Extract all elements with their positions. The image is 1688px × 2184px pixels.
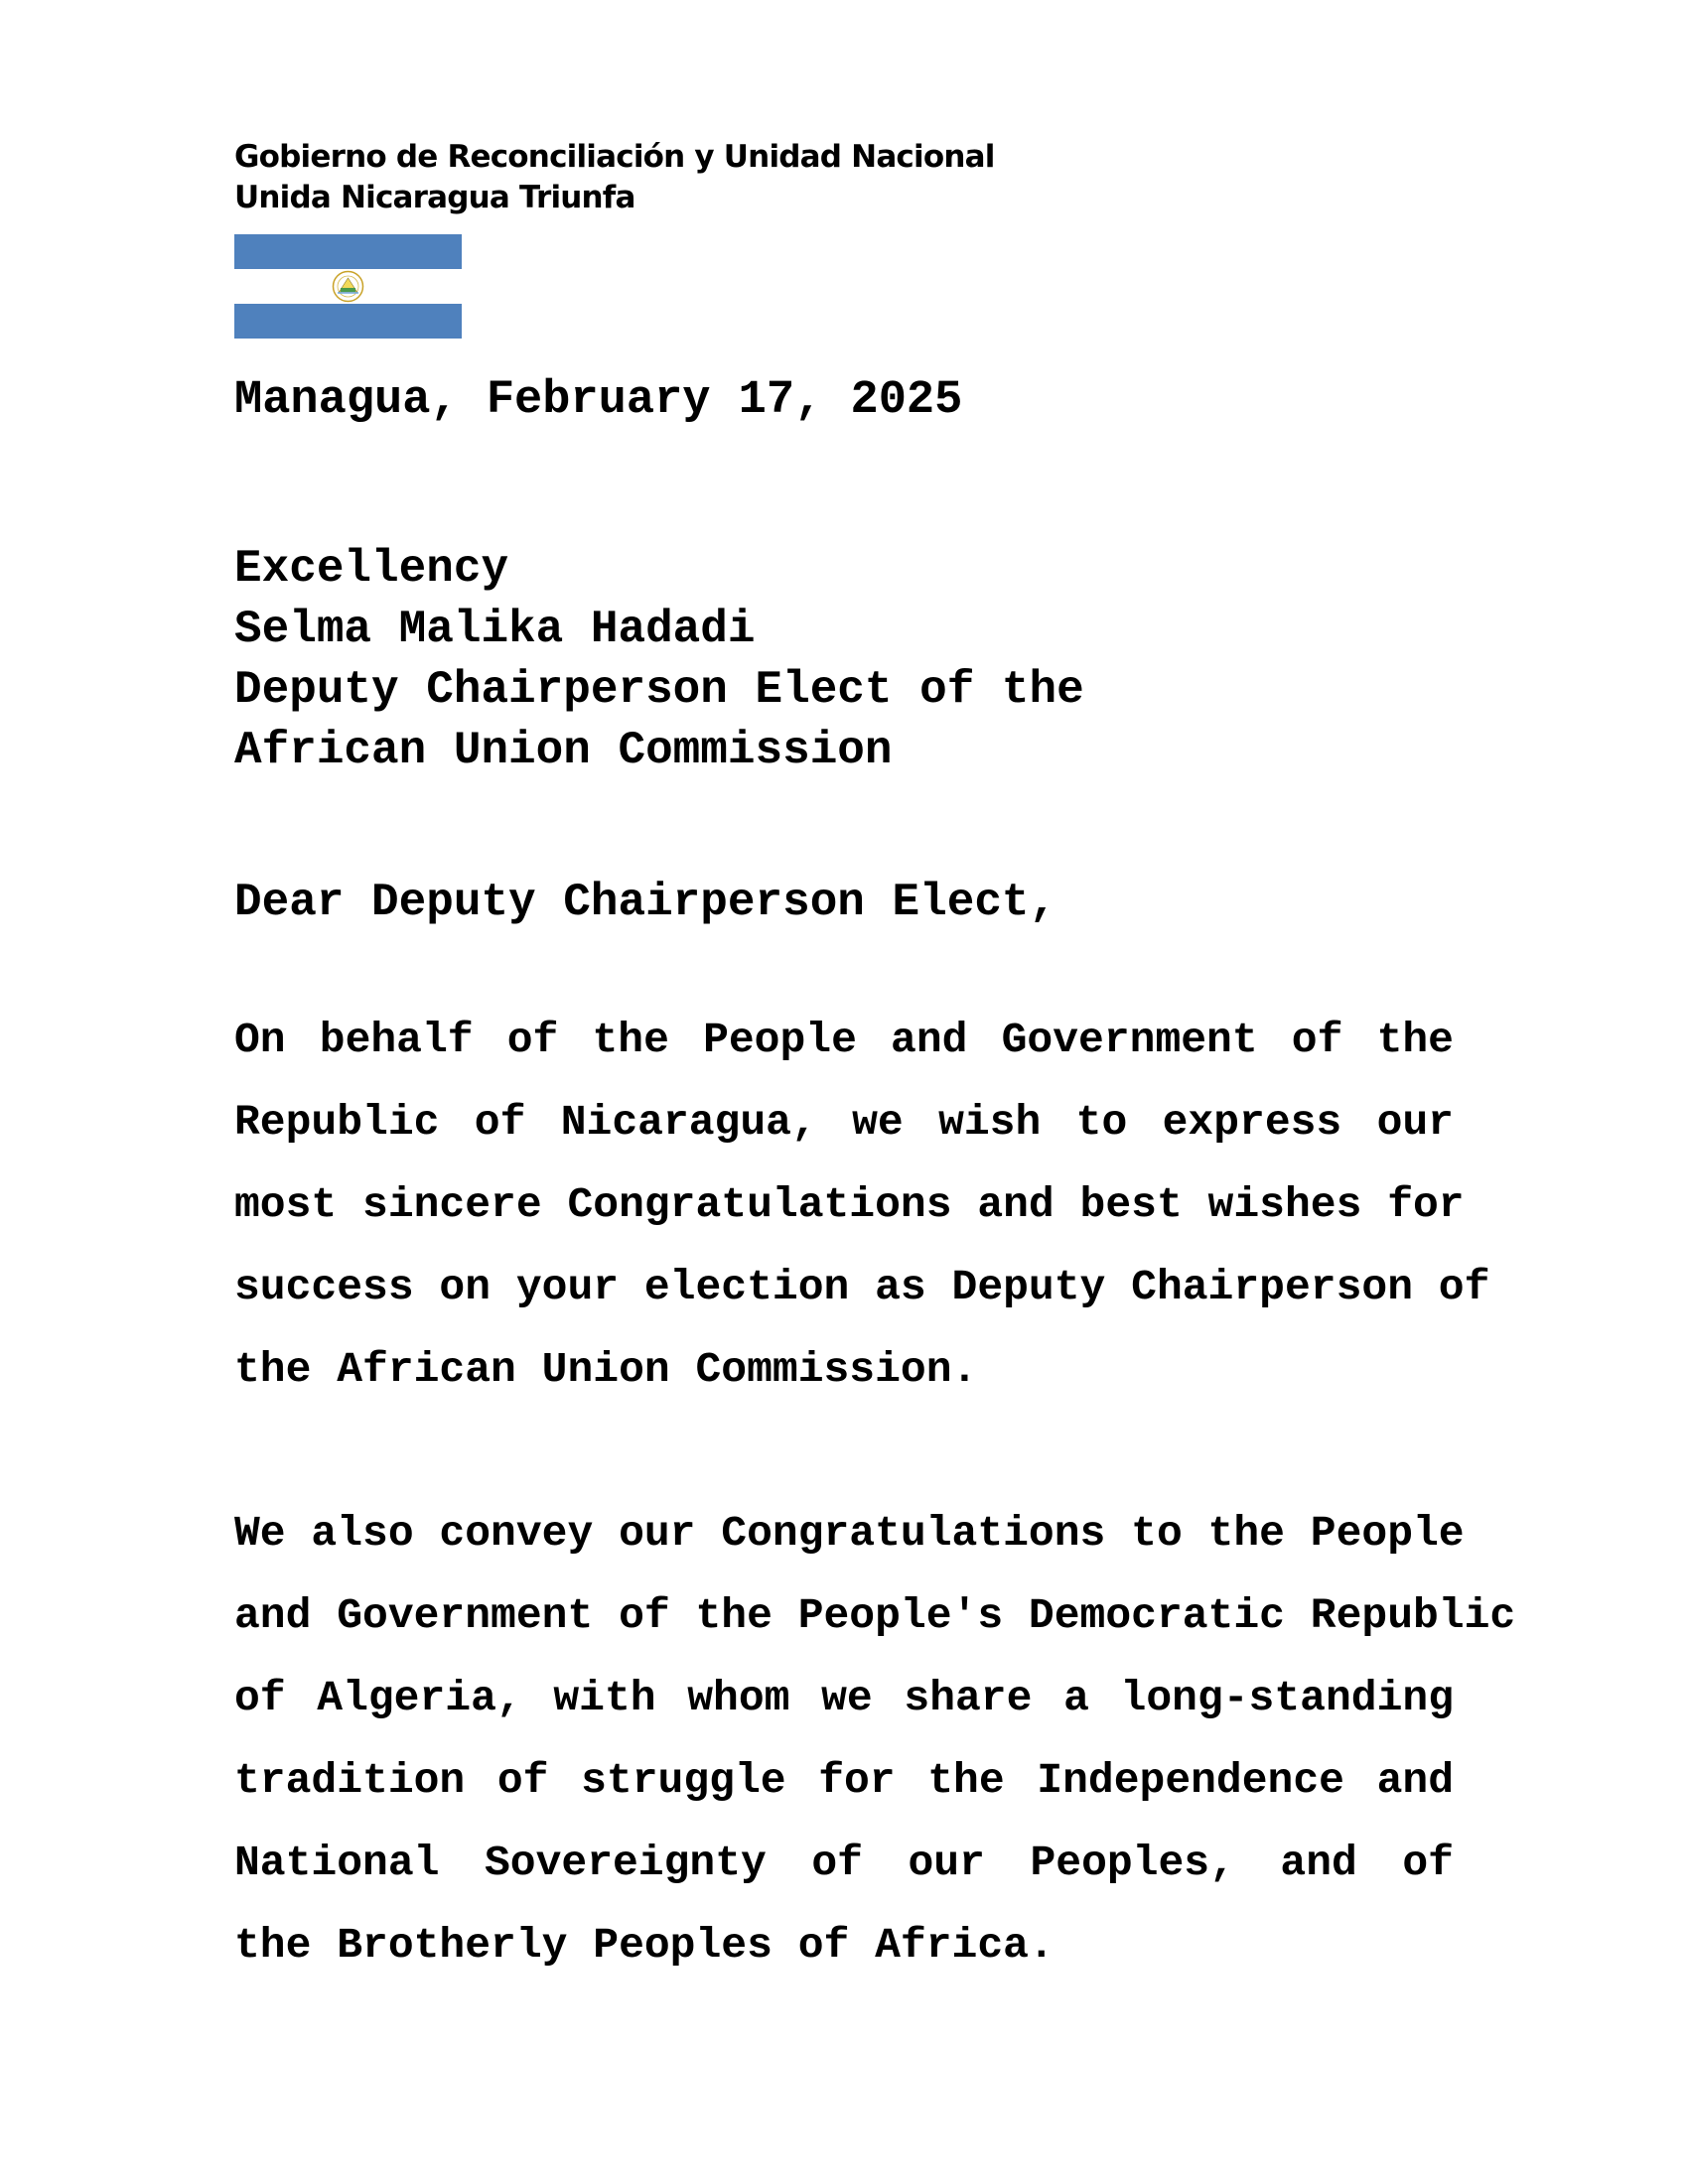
- paragraph-line: the African Union Commission.: [234, 1345, 978, 1394]
- recipient-organization: African Union Commission: [234, 725, 893, 776]
- paragraph-line: National Sovereignty of our Peoples, and of: [234, 1839, 1454, 1887]
- letterhead-slogan: Unida Nicaragua Triunfa: [234, 180, 635, 215]
- paragraph-line: Republic of Nicaragua, we wish to express our: [234, 1098, 1454, 1147]
- paragraph-line: and Government of the People's Democratic Republic: [234, 1591, 1516, 1640]
- letter-date: Managua, February 17, 2025: [234, 374, 963, 427]
- paragraph-line: We also convey our Congratulations to the People: [234, 1509, 1465, 1558]
- paragraph-line: most sincere Congratulations and best wishes for: [234, 1180, 1465, 1229]
- paragraph-line: of Algeria, with whom we share a long-standing: [234, 1674, 1454, 1722]
- paragraph-line: the Brotherly Peoples of Africa.: [234, 1921, 1055, 1970]
- paragraph-congratulations: [234, 1011, 1490, 1423]
- salutation: Dear Deputy Chairperson Elect,: [234, 877, 1057, 928]
- recipient-block: [234, 539, 1084, 781]
- paragraph-line: success on your election as Deputy Chairperson of: [234, 1263, 1490, 1311]
- recipient-honorific: Excellency: [234, 543, 509, 595]
- recipient-title: Deputy Chairperson Elect of the: [234, 664, 1084, 716]
- paragraph-algeria: [234, 1504, 1516, 1998]
- nicaragua-flag-icon: [234, 234, 462, 339]
- letterhead-government-name: Gobierno de Reconciliación y Unidad Nacional: [234, 139, 995, 175]
- recipient-name: Selma Malika Hadadi: [234, 604, 756, 655]
- paragraph-line: tradition of struggle for the Independence and: [234, 1756, 1454, 1805]
- letterhead: [234, 137, 995, 218]
- paragraph-line: On behalf of the People and Government of the: [234, 1016, 1454, 1064]
